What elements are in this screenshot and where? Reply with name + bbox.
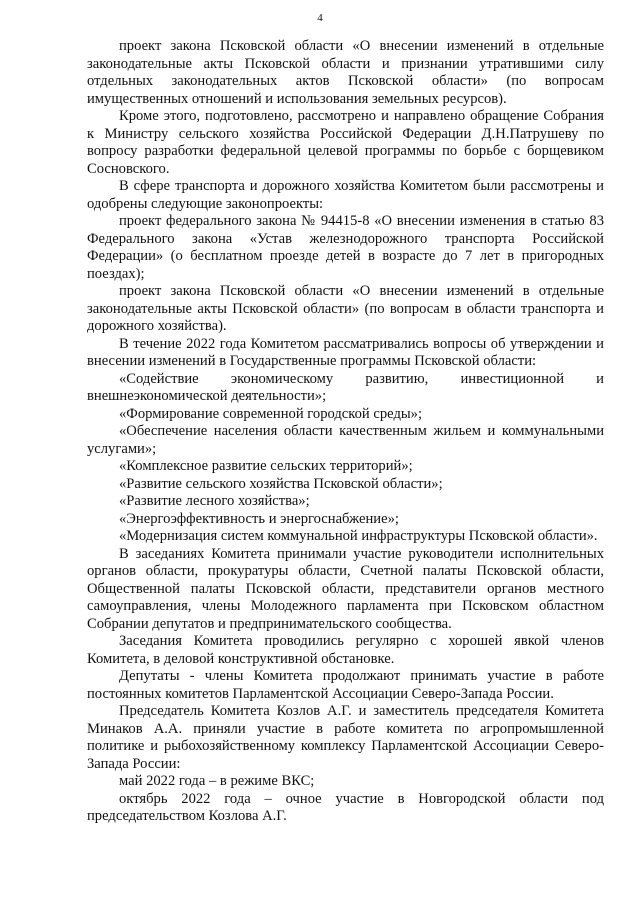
paragraph: проект закона Псковской области «О внесении изменений в отдельные законодательные акты Псковской области и признании утратившими силу отдельных законодательных актов Псковской области» (по вопросам имущественных отношений и использования земельных ресурсов).	[87, 38, 604, 107]
program-list-item: «Развитие лесного хозяйства»;	[119, 493, 310, 509]
paragraph: В заседаниях Комитета принимали участие руководители исполнительных органов области, прокуратуры области, Счетной палаты Псковской области, Общественной палаты Псковской области, представители органов местного самоуправления, члены Молодежного парламента при Псковском областном Собрании депутатов и предпринимательского сообщества.	[87, 545, 604, 632]
paragraph: В сфере транспорта и дорожного хозяйства Комитетом были рассмотрены и одобрены следующие законопроекты:	[87, 178, 604, 212]
date-list-item: май 2022 года – в режиме ВКС;	[119, 773, 315, 789]
program-list-item: «Обеспечение населения области качественным жильем и коммунальными услугами»;	[87, 423, 604, 457]
paragraph: Председатель Комитета Козлов А.Г. и заместитель председателя Комитета Минаков А.А. приняли участие в работе комитета по агропромышленной политике и рыбохозяйственному комплексу Парламентской Ассоциации Северо-Запада России:	[87, 703, 604, 772]
paragraph: Кроме этого, подготовлено, рассмотрено и направлено обращение Собрания к Министру сельского хозяйства Российской Федерации Д.Н.Патрушеву по вопросу разработки федеральной целевой программы по борьбе с борщевиком Сосновского.	[87, 108, 604, 177]
date-list-item: октябрь 2022 года – очное участие в Новгородской области под председательством Козлова А.Г.	[87, 790, 604, 824]
program-list-item: «Энергоэффективность и энергоснабжение»;	[119, 510, 399, 527]
paragraph: Депутаты - члены Комитета продолжают принимать участие в работе постоянных комитетов Парламентской Ассоциации Северо-Запада России.	[87, 668, 604, 702]
paragraph: В течение 2022 года Комитетом рассматривались вопросы об утверждении и внесении изменений в Государственные программы Псковской области:	[87, 335, 604, 369]
document-body	[87, 38, 604, 826]
paragraph: проект закона Псковской области «О внесении изменений в отдельные законодательные акты Псковской области» (по вопросам в области транспорта и дорожного хозяйства).	[87, 283, 604, 334]
paragraph: проект федерального закона № 94415-8 «О внесении изменения в статью 83 Федерального закона «Устав железнодорожного транспорта Российской Федерации» (о бесплатном проезде детей в возрасте до 7 лет в пригородных поездах);	[87, 213, 604, 282]
paragraph: Заседания Комитета проводились регулярно с хорошей явкой членов Комитета, в деловой конструктивной обстановке.	[87, 633, 604, 667]
program-list-item: «Комплексное развитие сельских территорий»;	[119, 458, 413, 474]
page-number: 4	[317, 12, 323, 24]
program-list-item: «Формирование современной городской среды»;	[119, 405, 423, 422]
program-list-item: «Модернизация систем коммунальной инфраструктуры Псковской области».	[119, 528, 598, 544]
program-list-item: «Развитие сельского хозяйства Псковской области»;	[119, 475, 443, 492]
program-list-item: «Содействие экономическому развитию, инвестиционной и внешнеэкономической деятельности»;	[87, 370, 604, 404]
